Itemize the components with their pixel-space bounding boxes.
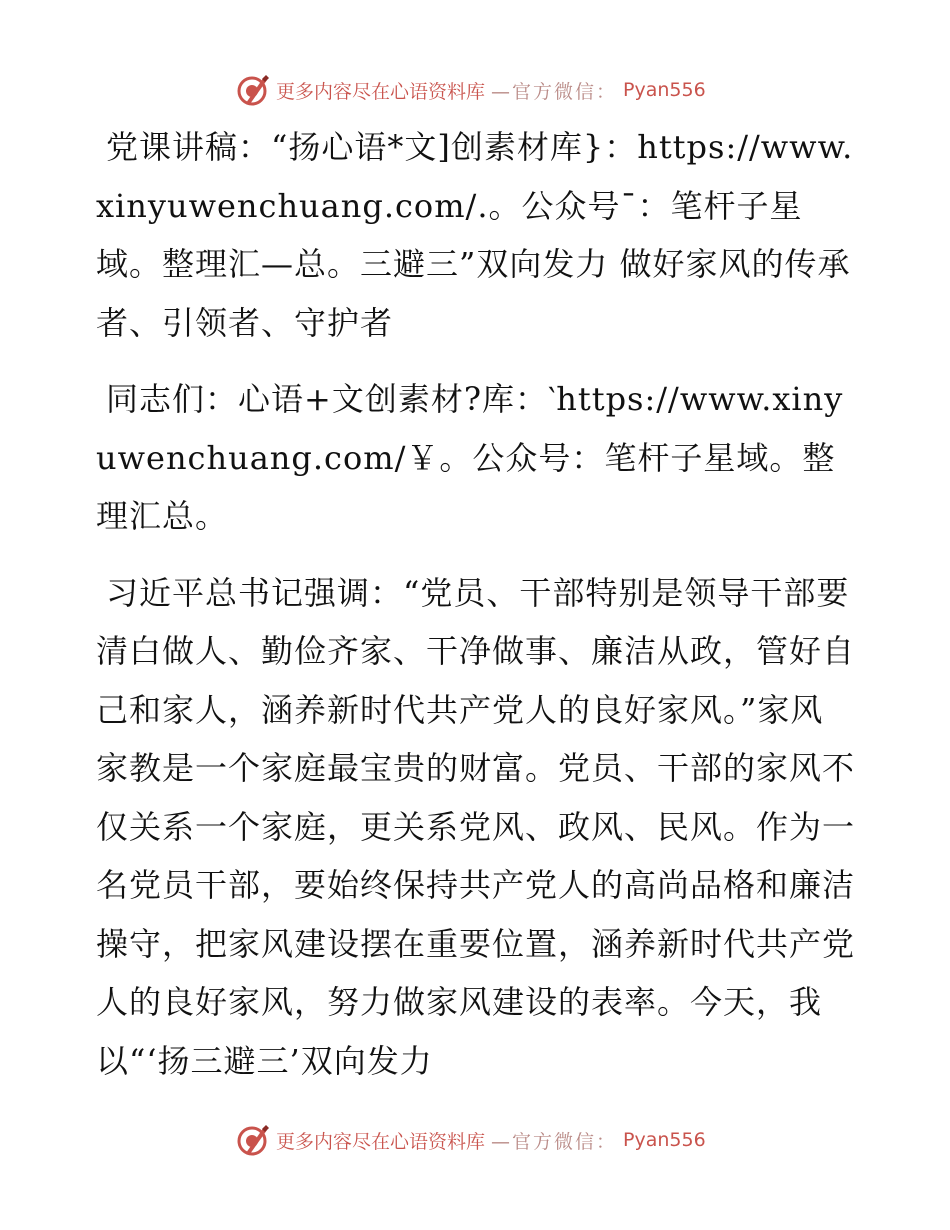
watermark-official-label: —官方微信： [491, 1130, 618, 1153]
watermark-brand: 更多内容尽在心语资料库 [276, 80, 486, 103]
document-body [96, 118, 856, 1108]
watermark-wechat-id: Pyan556 [623, 79, 706, 101]
paragraph-body: 习近平总书记强调：“党员、干部特别是领导干部要清白做人、勤俭齐家、干净做事、廉洁从政，管好自己和家人，涵养新时代共产党人的良好家风。”家风家教是一个家庭最宝贵的财富。党员、干部的家风不仅关系一个家庭，更关系党风、政风、民风。作为一名党员干部，要始终保持共产党人的高尚品格和廉洁操守，把家风建设摆在重要位置，涵养新时代共产党人的良好家风，努力做家风建设的表率。今天，我以“‘扬三避三’双向发力 [96, 573, 856, 1080]
pen-logo-icon [236, 1123, 270, 1157]
footer-watermark [236, 1120, 706, 1160]
paragraph-title: 党课讲稿：“扬心语*文]创素材库}：https://www.xinyuwenchuang.com/.。公众号¯：笔杆子星域。整理汇—总。三避三”双向发力 做好家风的传承者、引领者、守护者 [96, 128, 854, 342]
pen-logo-icon [236, 73, 270, 107]
header-watermark [236, 70, 706, 110]
watermark-brand: 更多内容尽在心语资料库 [276, 1130, 486, 1153]
paragraph-greeting: 同志们：心语+文创素材?库：‵https://www.xinyuwenchuang.com/￥。公众号：笔杆子星域。整理汇总。 [96, 380, 844, 535]
watermark-official-label: —官方微信： [491, 80, 618, 103]
watermark-wechat-id: Pyan556 [623, 1129, 706, 1151]
